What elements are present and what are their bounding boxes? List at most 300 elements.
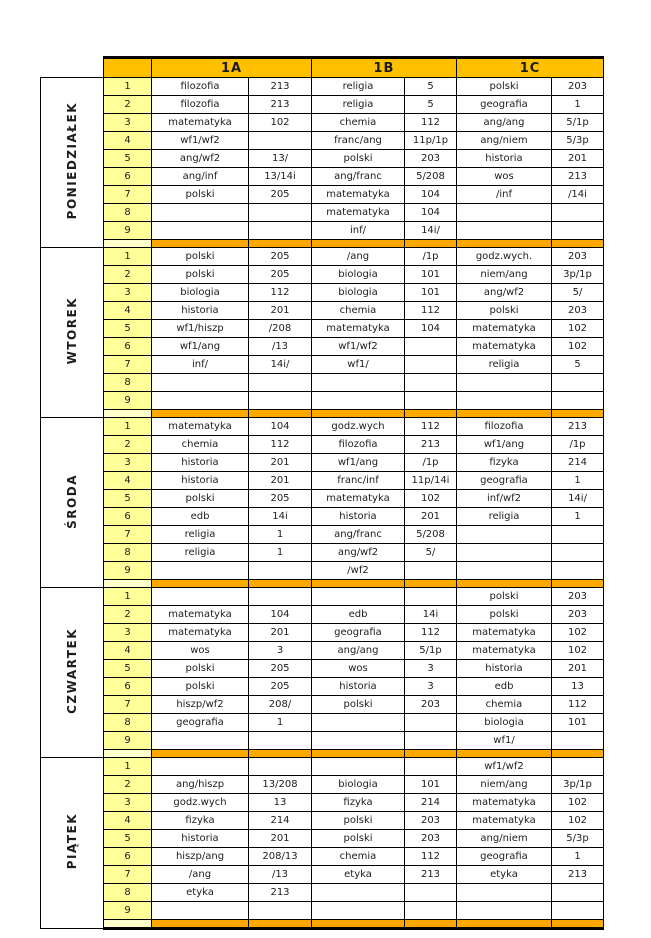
room-cell: 102 xyxy=(552,642,604,660)
lesson-number-cell: 4 xyxy=(104,472,152,490)
room-cell: 13/ xyxy=(249,150,312,168)
subject-cell: ang/niem xyxy=(457,830,552,848)
subject-cell: filozofia xyxy=(152,78,249,96)
room-cell: 14i/ xyxy=(405,222,457,240)
room-cell: 14i xyxy=(405,606,457,624)
lesson-number-cell: 2 xyxy=(104,436,152,454)
lesson-row xyxy=(41,562,604,580)
lesson-number-cell: 3 xyxy=(104,454,152,472)
subject-cell: ang/franc xyxy=(312,168,405,186)
room-cell: 101 xyxy=(405,266,457,284)
separator-cell xyxy=(152,920,249,929)
subject-cell: polski xyxy=(152,660,249,678)
room-cell: 201 xyxy=(249,624,312,642)
room-cell: 213 xyxy=(249,96,312,114)
lesson-row xyxy=(41,696,604,714)
room-cell xyxy=(552,392,604,410)
room-cell: 112 xyxy=(552,696,604,714)
subject-cell: fizyka xyxy=(312,794,405,812)
day-separator-row xyxy=(41,240,604,248)
subject-cell: historia xyxy=(457,660,552,678)
lesson-number-cell: 8 xyxy=(104,714,152,732)
room-cell: 102 xyxy=(249,114,312,132)
room-cell: 3 xyxy=(249,642,312,660)
subject-cell: inf/ xyxy=(152,356,249,374)
subject-cell xyxy=(457,544,552,562)
room-cell: 112 xyxy=(405,848,457,866)
room-cell: 213 xyxy=(405,436,457,454)
room-cell: 201 xyxy=(249,472,312,490)
subject-cell xyxy=(152,392,249,410)
room-cell: 205 xyxy=(249,248,312,266)
room-cell: 205 xyxy=(249,490,312,508)
lesson-number-cell: 2 xyxy=(104,776,152,794)
room-cell: 101 xyxy=(552,714,604,732)
lesson-row xyxy=(41,794,604,812)
room-cell: 1 xyxy=(249,714,312,732)
lesson-number-cell: 7 xyxy=(104,526,152,544)
room-cell: 208/13 xyxy=(249,848,312,866)
subject-cell: /inf xyxy=(457,186,552,204)
room-cell: 205 xyxy=(249,266,312,284)
separator-number-cell xyxy=(104,580,152,588)
room-cell: 112 xyxy=(249,436,312,454)
room-cell: 102 xyxy=(552,320,604,338)
lesson-number-cell: 7 xyxy=(104,696,152,714)
room-cell: 5/1p xyxy=(552,114,604,132)
separator-number-cell xyxy=(104,750,152,758)
lesson-row xyxy=(41,714,604,732)
separator-cell xyxy=(405,580,457,588)
lesson-number-cell: 8 xyxy=(104,204,152,222)
corner-spacer xyxy=(41,58,104,78)
lesson-number-cell: 4 xyxy=(104,812,152,830)
room-cell: 3p/1p xyxy=(552,776,604,794)
subject-cell: biologia xyxy=(312,776,405,794)
subject-cell: inf/ xyxy=(312,222,405,240)
room-cell: 101 xyxy=(405,284,457,302)
subject-cell: geografia xyxy=(457,96,552,114)
separator-cell xyxy=(405,920,457,929)
room-cell xyxy=(552,884,604,902)
subject-cell: polski xyxy=(312,812,405,830)
separator-number-cell xyxy=(104,410,152,418)
lesson-number-cell: 9 xyxy=(104,392,152,410)
subject-cell: matematyka xyxy=(312,186,405,204)
room-cell xyxy=(249,222,312,240)
room-cell: 213 xyxy=(249,884,312,902)
subject-cell xyxy=(457,392,552,410)
timetable xyxy=(40,56,604,930)
room-cell: /1p xyxy=(405,248,457,266)
subject-cell: chemia xyxy=(312,302,405,320)
room-cell: 112 xyxy=(249,284,312,302)
room-cell: 13 xyxy=(249,794,312,812)
room-cell: 112 xyxy=(405,302,457,320)
subject-cell xyxy=(152,588,249,606)
subject-cell: matematyka xyxy=(457,338,552,356)
lesson-number-cell: 9 xyxy=(104,902,152,920)
lesson-number-cell: 7 xyxy=(104,866,152,884)
subject-cell: wf1/ang xyxy=(312,454,405,472)
subject-cell: historia xyxy=(152,454,249,472)
room-cell: 5/208 xyxy=(405,168,457,186)
room-cell xyxy=(249,588,312,606)
subject-cell: biologia xyxy=(312,266,405,284)
subject-cell: matematyka xyxy=(457,624,552,642)
subject-cell xyxy=(152,204,249,222)
room-cell: 1 xyxy=(552,96,604,114)
separator-cell xyxy=(152,580,249,588)
room-cell: 203 xyxy=(405,696,457,714)
separator-cell xyxy=(552,750,604,758)
subject-cell: matematyka xyxy=(152,624,249,642)
subject-cell: geografia xyxy=(152,714,249,732)
subject-cell: ang/franc xyxy=(312,526,405,544)
room-cell: 104 xyxy=(405,186,457,204)
room-cell: 3 xyxy=(405,678,457,696)
subject-cell: hiszp/ang xyxy=(152,848,249,866)
subject-cell: biologia xyxy=(152,284,249,302)
lesson-row xyxy=(41,588,604,606)
subject-cell: religia xyxy=(152,526,249,544)
lesson-number-cell: 5 xyxy=(104,830,152,848)
subject-cell: edb xyxy=(457,678,552,696)
subject-cell: godz.wych. xyxy=(457,248,552,266)
separator-cell xyxy=(457,750,552,758)
separator-cell xyxy=(457,920,552,929)
subject-cell xyxy=(312,714,405,732)
subject-cell: franc/ang xyxy=(312,132,405,150)
room-cell: 1 xyxy=(552,472,604,490)
lesson-number-cell: 5 xyxy=(104,490,152,508)
subject-cell: wos xyxy=(152,642,249,660)
subject-cell: fizyka xyxy=(152,812,249,830)
room-cell: 203 xyxy=(405,812,457,830)
day-label: PIĄTEK xyxy=(65,813,79,870)
lesson-number-cell: 2 xyxy=(104,266,152,284)
subject-cell xyxy=(312,902,405,920)
lesson-number-cell: 8 xyxy=(104,884,152,902)
lesson-number-cell: 9 xyxy=(104,562,152,580)
lesson-number-cell: 1 xyxy=(104,78,152,96)
day-label: CZWARTEK xyxy=(65,628,79,714)
room-cell: 203 xyxy=(405,150,457,168)
separator-cell xyxy=(312,580,405,588)
subject-cell xyxy=(312,884,405,902)
subject-cell xyxy=(152,732,249,750)
room-cell: 203 xyxy=(552,78,604,96)
subject-cell: matematyka xyxy=(457,642,552,660)
room-cell xyxy=(249,204,312,222)
subject-cell: edb xyxy=(312,606,405,624)
lesson-row xyxy=(41,902,604,920)
separator-cell xyxy=(152,750,249,758)
class-header-row xyxy=(41,58,604,78)
subject-cell: wf1/wf2 xyxy=(152,132,249,150)
subject-cell: polski xyxy=(312,830,405,848)
room-cell xyxy=(405,392,457,410)
lesson-number-cell: 6 xyxy=(104,508,152,526)
room-cell xyxy=(249,732,312,750)
room-cell: 205 xyxy=(249,186,312,204)
day-cell xyxy=(41,418,104,588)
room-cell: 203 xyxy=(552,606,604,624)
lesson-row xyxy=(41,544,604,562)
room-cell: 205 xyxy=(249,660,312,678)
room-cell: 5 xyxy=(552,356,604,374)
room-cell: 214 xyxy=(249,812,312,830)
subject-cell xyxy=(457,562,552,580)
lesson-number-cell: 6 xyxy=(104,168,152,186)
lesson-number-cell: 7 xyxy=(104,356,152,374)
room-cell: 5 xyxy=(405,78,457,96)
room-cell: 13/208 xyxy=(249,776,312,794)
lesson-number-cell: 5 xyxy=(104,660,152,678)
room-cell: 11p/14i xyxy=(405,472,457,490)
lesson-row xyxy=(41,866,604,884)
lesson-row xyxy=(41,78,604,96)
lesson-number-cell: 4 xyxy=(104,302,152,320)
subject-cell: matematyka xyxy=(152,114,249,132)
subject-cell: etyka xyxy=(152,884,249,902)
separator-cell xyxy=(552,410,604,418)
lesson-row xyxy=(41,472,604,490)
lesson-row xyxy=(41,830,604,848)
room-cell: 1 xyxy=(552,848,604,866)
separator-cell xyxy=(457,240,552,248)
subject-cell: religia xyxy=(457,356,552,374)
room-cell xyxy=(405,588,457,606)
room-cell: 3p/1p xyxy=(552,266,604,284)
room-cell: 102 xyxy=(552,812,604,830)
subject-cell: historia xyxy=(152,472,249,490)
separator-cell xyxy=(312,920,405,929)
subject-cell xyxy=(457,374,552,392)
lesson-number-cell: 6 xyxy=(104,338,152,356)
lesson-row xyxy=(41,150,604,168)
lesson-row xyxy=(41,642,604,660)
room-cell xyxy=(405,562,457,580)
lesson-number-cell: 2 xyxy=(104,606,152,624)
subject-cell: historia xyxy=(312,678,405,696)
subject-cell xyxy=(312,588,405,606)
lesson-row xyxy=(41,812,604,830)
subject-cell: geografia xyxy=(312,624,405,642)
separator-cell xyxy=(152,410,249,418)
subject-cell: polski xyxy=(152,266,249,284)
subject-cell: ang/wf2 xyxy=(152,150,249,168)
subject-cell xyxy=(457,204,552,222)
lesson-row xyxy=(41,660,604,678)
subject-cell: godz.wych xyxy=(152,794,249,812)
room-cell xyxy=(405,732,457,750)
lesson-row xyxy=(41,338,604,356)
separator-cell xyxy=(405,750,457,758)
subject-cell: geografia xyxy=(457,472,552,490)
room-cell: /1p xyxy=(552,436,604,454)
day-label: PONIEDZIAŁEK xyxy=(65,102,79,220)
day-cell xyxy=(41,78,104,248)
lesson-number-cell: 3 xyxy=(104,624,152,642)
room-cell: 13/14i xyxy=(249,168,312,186)
subject-cell xyxy=(152,902,249,920)
room-cell xyxy=(405,758,457,776)
subject-cell: biologia xyxy=(457,714,552,732)
room-cell: 201 xyxy=(405,508,457,526)
room-cell: 213 xyxy=(552,418,604,436)
class-header-1a: 1A xyxy=(152,58,312,78)
room-cell: 5/208 xyxy=(405,526,457,544)
subject-cell: matematyka xyxy=(457,812,552,830)
room-cell: 14i/ xyxy=(552,490,604,508)
room-cell xyxy=(249,562,312,580)
room-cell: 201 xyxy=(552,150,604,168)
subject-cell: religia xyxy=(152,544,249,562)
lesson-number-cell: 5 xyxy=(104,320,152,338)
subject-cell: wf1/wf2 xyxy=(312,338,405,356)
subject-cell xyxy=(457,884,552,902)
separator-cell xyxy=(249,580,312,588)
lesson-row xyxy=(41,114,604,132)
subject-cell: filozofia xyxy=(312,436,405,454)
subject-cell: inf/wf2 xyxy=(457,490,552,508)
subject-cell: biologia xyxy=(312,284,405,302)
room-cell xyxy=(249,758,312,776)
lesson-number-cell: 3 xyxy=(104,794,152,812)
subject-cell xyxy=(152,562,249,580)
subject-cell xyxy=(312,392,405,410)
room-cell: 104 xyxy=(405,204,457,222)
separator-cell xyxy=(552,920,604,929)
room-cell: 5/ xyxy=(405,544,457,562)
room-cell: 214 xyxy=(405,794,457,812)
subject-cell: ang/wf2 xyxy=(457,284,552,302)
subject-cell: matematyka xyxy=(312,320,405,338)
class-header-1c: 1C xyxy=(457,58,604,78)
room-cell: 112 xyxy=(405,114,457,132)
subject-cell: polski xyxy=(457,302,552,320)
subject-cell xyxy=(457,526,552,544)
day-cell xyxy=(41,248,104,418)
room-cell: 203 xyxy=(405,830,457,848)
room-cell xyxy=(405,902,457,920)
subject-cell: hiszp/wf2 xyxy=(152,696,249,714)
lesson-row xyxy=(41,758,604,776)
room-cell: /208 xyxy=(249,320,312,338)
room-cell: /13 xyxy=(249,338,312,356)
subject-cell xyxy=(152,758,249,776)
room-cell xyxy=(405,884,457,902)
room-cell: /14i xyxy=(552,186,604,204)
class-header-1b: 1B xyxy=(312,58,457,78)
day-cell xyxy=(41,758,104,929)
lesson-number-cell: 1 xyxy=(104,248,152,266)
room-cell xyxy=(249,902,312,920)
subject-cell: ang/hiszp xyxy=(152,776,249,794)
room-cell xyxy=(405,356,457,374)
room-cell xyxy=(552,526,604,544)
lesson-row xyxy=(41,848,604,866)
lesson-number-cell: 6 xyxy=(104,848,152,866)
subject-cell: polski xyxy=(312,696,405,714)
lesson-number-cell: 1 xyxy=(104,588,152,606)
lesson-row xyxy=(41,222,604,240)
lesson-number-cell: 8 xyxy=(104,374,152,392)
subject-cell: filozofia xyxy=(457,418,552,436)
subject-cell: ang/inf xyxy=(152,168,249,186)
lesson-number-cell: 2 xyxy=(104,96,152,114)
room-cell: 201 xyxy=(249,830,312,848)
lesson-number-cell: 3 xyxy=(104,114,152,132)
lesson-row xyxy=(41,392,604,410)
subject-cell: historia xyxy=(457,150,552,168)
subject-cell: polski xyxy=(152,186,249,204)
day-separator-row xyxy=(41,750,604,758)
room-cell: 5 xyxy=(405,96,457,114)
subject-cell: polski xyxy=(152,490,249,508)
room-cell: /13 xyxy=(249,866,312,884)
room-cell: 102 xyxy=(552,624,604,642)
lesson-row xyxy=(41,96,604,114)
room-cell: 201 xyxy=(249,454,312,472)
separator-cell xyxy=(405,410,457,418)
lesson-row xyxy=(41,776,604,794)
lesson-row xyxy=(41,436,604,454)
separator-cell xyxy=(152,240,249,248)
subject-cell: ang/ang xyxy=(312,642,405,660)
lesson-row xyxy=(41,132,604,150)
room-cell xyxy=(249,392,312,410)
room-cell: 5/ xyxy=(552,284,604,302)
room-cell xyxy=(552,374,604,392)
subject-cell: religia xyxy=(312,96,405,114)
lesson-number-cell: 4 xyxy=(104,642,152,660)
subject-cell xyxy=(152,222,249,240)
lesson-number-cell: 4 xyxy=(104,132,152,150)
room-cell: 102 xyxy=(552,794,604,812)
room-cell: 208/ xyxy=(249,696,312,714)
lesson-number-cell: 5 xyxy=(104,150,152,168)
room-cell: 1 xyxy=(249,544,312,562)
subject-cell: wf1/hiszp xyxy=(152,320,249,338)
separator-cell xyxy=(249,920,312,929)
subject-cell xyxy=(312,374,405,392)
day-separator-row xyxy=(41,580,604,588)
subject-cell: matematyka xyxy=(457,320,552,338)
subject-cell: chemia xyxy=(312,848,405,866)
subject-cell: polski xyxy=(312,150,405,168)
subject-cell: historia xyxy=(152,830,249,848)
lesson-number-cell: 9 xyxy=(104,732,152,750)
subject-cell xyxy=(152,374,249,392)
lesson-row xyxy=(41,320,604,338)
separator-cell xyxy=(457,410,552,418)
room-cell: 104 xyxy=(249,418,312,436)
room-cell: 14i xyxy=(249,508,312,526)
lesson-row xyxy=(41,356,604,374)
subject-cell: matematyka xyxy=(312,204,405,222)
subject-cell: etyka xyxy=(457,866,552,884)
lesson-row xyxy=(41,526,604,544)
room-cell xyxy=(552,562,604,580)
room-cell: 112 xyxy=(405,418,457,436)
subject-cell: ang/wf2 xyxy=(312,544,405,562)
subject-cell: wos xyxy=(312,660,405,678)
room-cell: 203 xyxy=(552,248,604,266)
lesson-number-cell: 9 xyxy=(104,222,152,240)
room-cell: 5/1p xyxy=(405,642,457,660)
